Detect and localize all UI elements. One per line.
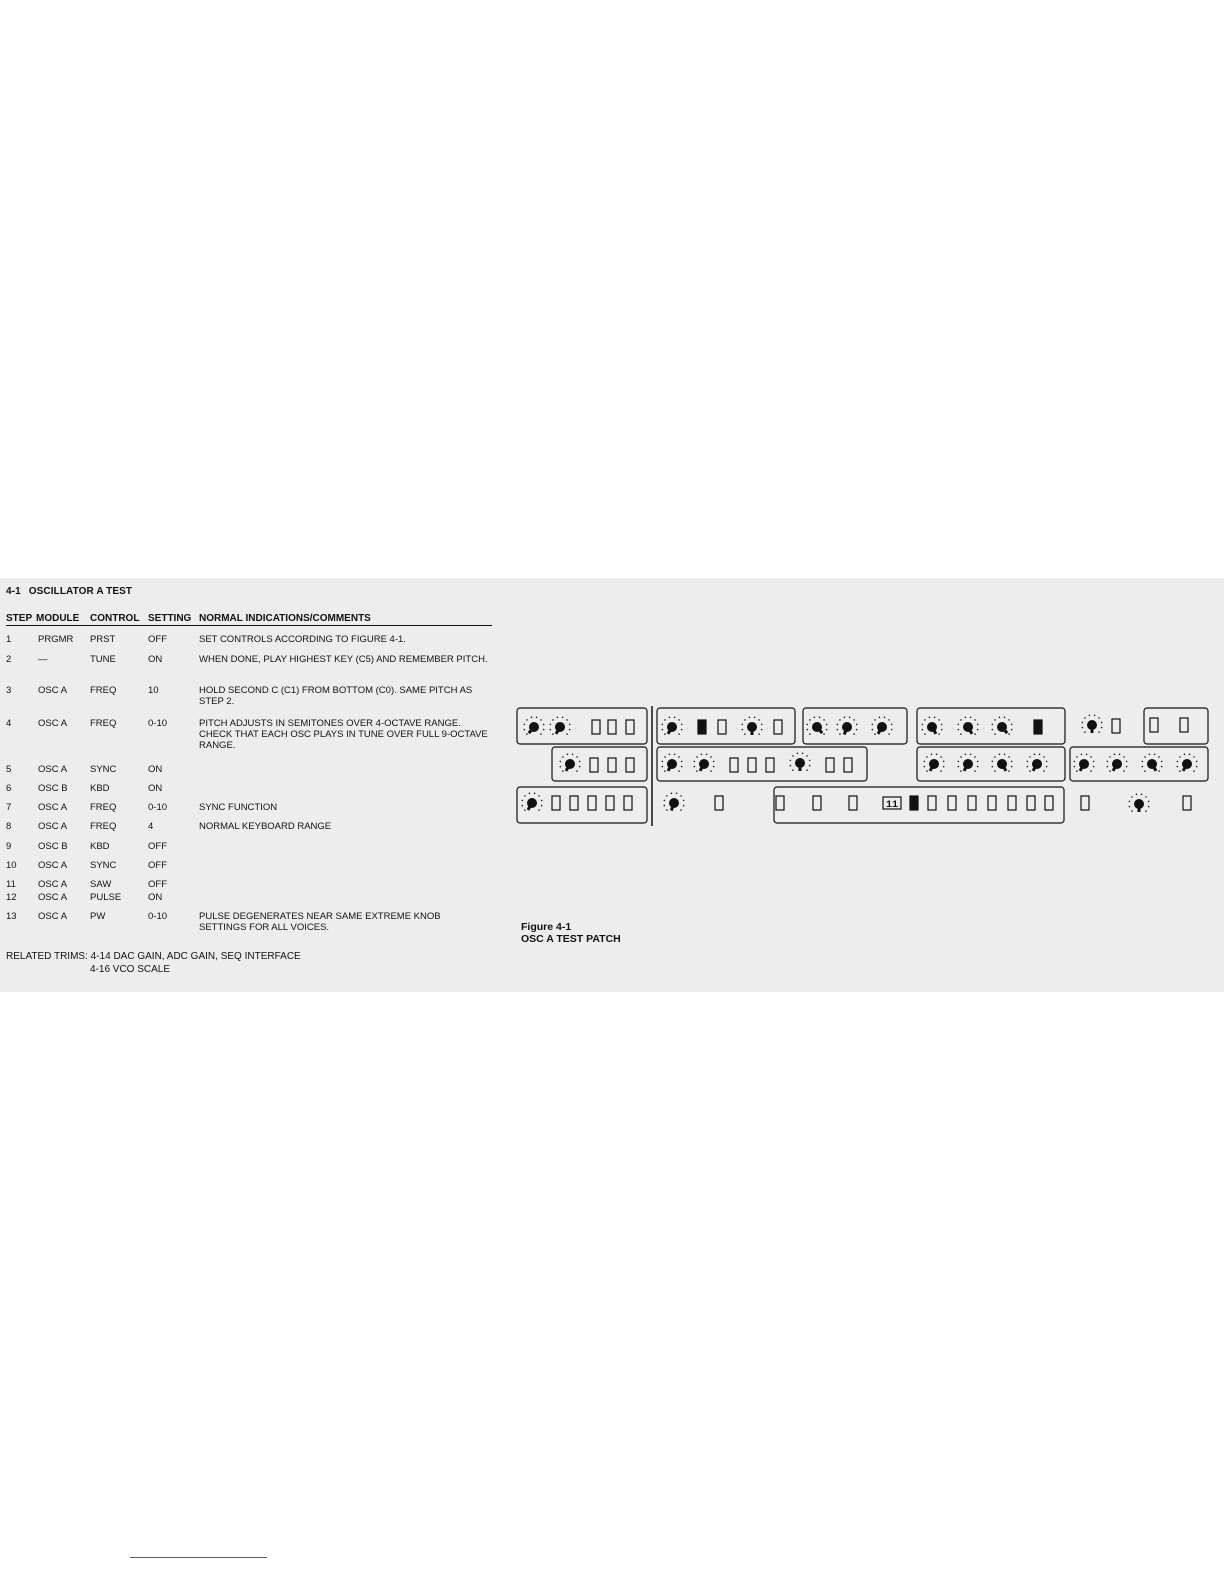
table-row [6, 783, 496, 795]
cell-module: OSC B [38, 783, 68, 794]
cell-control: PW [90, 911, 106, 922]
switch-icon [730, 758, 738, 772]
cell-control: FREQ [90, 802, 117, 813]
figure-title: OSC A TEST PATCH [521, 933, 621, 945]
related-trims-line-1: 4-14 DAC GAIN, ADC GAIN, SEQ INTERFACE [90, 951, 301, 962]
switch-icon [1081, 796, 1089, 810]
header-control: CONTROL [90, 613, 140, 624]
cell-module: PRGMR [38, 634, 74, 645]
switch-icon [1045, 796, 1053, 810]
knob-icon [992, 754, 1013, 772]
knob-icon [1129, 794, 1150, 812]
knob-icon [662, 717, 683, 735]
cell-control: SYNC [90, 764, 117, 775]
cell-module: OSC A [38, 764, 68, 775]
switch-icon [813, 796, 821, 810]
table-row [6, 841, 496, 853]
cell-control: FREQ [90, 718, 117, 729]
cell-module: OSC B [38, 841, 68, 852]
table-header [6, 613, 492, 626]
cell-module: OSC A [38, 892, 68, 903]
cell-setting: 4 [148, 821, 154, 832]
table-row [6, 892, 496, 904]
section-heading [6, 586, 496, 597]
cell-step: 7 [6, 802, 12, 813]
cell-module: OSC A [38, 911, 68, 922]
cell-module: OSC A [38, 802, 68, 813]
knob-icon [1142, 754, 1163, 772]
table-row [6, 685, 496, 707]
cell-setting: ON [148, 654, 163, 665]
table-row [6, 879, 496, 891]
knob-icon [992, 717, 1013, 735]
cell-control: KBD [90, 783, 110, 794]
switch-icon [570, 796, 578, 810]
cell-setting: 0-10 [148, 718, 168, 729]
knob-icon [522, 793, 543, 811]
knob-icon [958, 754, 979, 772]
table-row [6, 654, 496, 666]
cell-comment: NORMAL KEYBOARD RANGE [199, 821, 332, 832]
switch-icon [1183, 796, 1191, 810]
cell-step: 2 [6, 654, 12, 665]
switch-icon [1008, 796, 1016, 810]
cell-step: 4 [6, 718, 12, 729]
cell-control: SYNC [90, 860, 117, 871]
knob-icon [524, 717, 545, 735]
switch-icon [1112, 719, 1120, 733]
section-title: OSCILLATOR A TEST [28, 586, 133, 597]
header-step: STEP [6, 613, 33, 624]
module-frame-cassette [1144, 708, 1208, 744]
switch-icon [1150, 718, 1158, 732]
cell-comment: WHEN DONE, PLAY HIGHEST KEY (C5) AND REMEMBER PITCH. [199, 654, 488, 665]
module-frame-programmer [774, 787, 1064, 823]
knob-icon [550, 717, 571, 735]
cell-step: 6 [6, 783, 12, 794]
knob-icon [1082, 715, 1103, 733]
related-trims [6, 950, 496, 976]
cell-setting: ON [148, 783, 163, 794]
switch-icon [844, 758, 852, 772]
table-row [6, 821, 496, 833]
switch-icon [698, 720, 706, 734]
knob-icon [837, 717, 858, 735]
display-value: 11 [885, 800, 899, 811]
switch-icon [588, 796, 596, 810]
related-trims-line-2: 4-16 VCO SCALE [90, 964, 171, 975]
header-module: MODULE [36, 613, 80, 624]
table-row [6, 802, 496, 814]
switch-group [552, 718, 1191, 810]
cell-step: 1 [6, 634, 12, 645]
cell-setting: OFF [148, 860, 167, 871]
switch-icon [774, 720, 782, 734]
program-display [883, 797, 901, 811]
switch-icon [718, 720, 726, 734]
switch-icon [1034, 720, 1042, 734]
knob-icon [694, 754, 715, 772]
knob-icon [560, 754, 581, 772]
cell-comment: HOLD SECOND C (C1) FROM BOTTOM (C0). SAME PITCH AS STEP 2. [199, 685, 473, 707]
cell-step: 5 [6, 764, 12, 775]
cell-control: FREQ [90, 685, 117, 696]
knob-icon [664, 793, 685, 811]
knob-icon [1177, 754, 1198, 772]
switch-icon [552, 796, 560, 810]
cell-setting: OFF [148, 879, 167, 890]
knob-icon [1074, 754, 1095, 772]
knob-icon [790, 753, 811, 771]
switch-icon [626, 720, 634, 734]
cell-module: OSC A [38, 860, 68, 871]
table-row [6, 718, 496, 751]
cell-setting: OFF [148, 841, 167, 852]
switch-icon [928, 796, 936, 810]
cell-setting: 0-10 [148, 911, 168, 922]
oscillator-test-sheet [6, 586, 496, 975]
knob-icon [742, 717, 763, 735]
cell-module: OSC A [38, 718, 68, 729]
table-row [6, 860, 496, 872]
module-frame-osc-b [657, 747, 867, 781]
switch-icon [624, 796, 632, 810]
knob-icon [1027, 754, 1048, 772]
cell-control: KBD [90, 841, 110, 852]
knob-icon [958, 717, 979, 735]
cell-setting: ON [148, 892, 163, 903]
cell-setting: 0-10 [148, 802, 168, 813]
knob-icon [1107, 754, 1128, 772]
cell-step: 9 [6, 841, 12, 852]
switch-icon [608, 758, 616, 772]
cell-comment: SET CONTROLS ACCORDING TO FIGURE 4-1. [199, 634, 406, 645]
switch-icon [826, 758, 834, 772]
cell-module: OSC A [38, 879, 68, 890]
cell-module: — [38, 654, 48, 665]
panel-drawing [512, 700, 1212, 830]
cell-step: 3 [6, 685, 12, 696]
switch-icon [776, 796, 784, 810]
cell-setting: 10 [148, 685, 159, 696]
related-trims-label: RELATED TRIMS: [6, 951, 88, 962]
cell-control: PULSE [90, 892, 122, 903]
cell-step: 12 [6, 892, 17, 903]
cell-step: 10 [6, 860, 17, 871]
switch-icon [910, 796, 918, 810]
header-setting: SETTING [148, 613, 192, 624]
switch-icon [592, 720, 600, 734]
table-row [6, 911, 496, 933]
cell-setting: ON [148, 764, 163, 775]
switch-icon [1027, 796, 1035, 810]
section-number: 4-1 [6, 586, 21, 597]
switch-icon [766, 758, 774, 772]
knob-group [522, 715, 1198, 812]
cell-control: FREQ [90, 821, 117, 832]
knob-icon [924, 754, 945, 772]
switch-icon [748, 758, 756, 772]
table-row [6, 634, 496, 646]
cell-step: 13 [6, 911, 17, 922]
test-patch-panel-figure [512, 700, 1212, 830]
figure-caption [521, 921, 621, 945]
switch-icon [626, 758, 634, 772]
cell-control: PRST [90, 634, 116, 645]
cell-setting: OFF [148, 634, 167, 645]
module-frame-filter [917, 708, 1065, 744]
switch-icon [948, 796, 956, 810]
switch-icon [988, 796, 996, 810]
blue-rule [130, 1557, 267, 1558]
module-frame-filter-env [917, 747, 1065, 781]
cell-control: SAW [90, 879, 112, 890]
cell-comment: SYNC FUNCTION [199, 802, 278, 813]
switch-icon [608, 720, 616, 734]
knob-icon [872, 717, 893, 735]
cell-comment: PITCH ADJUSTS IN SEMITONES OVER 4-OCTAVE RANGE. CHECK THAT EACH OSC PLAYS IN TUNE OVER FULL 9-OCTAVE RANGE. [199, 718, 488, 751]
knob-icon [662, 754, 683, 772]
header-comments: NORMAL INDICATIONS/COMMENTS [199, 613, 371, 624]
switch-icon [715, 796, 723, 810]
cell-comment: PULSE DEGENERATES NEAR SAME EXTREME KNOB SETTINGS FOR ALL VOICES. [199, 911, 441, 933]
cell-module: OSC A [38, 821, 68, 832]
switch-icon [590, 758, 598, 772]
switch-icon [1180, 718, 1188, 732]
table-row [6, 764, 496, 776]
switch-icon [968, 796, 976, 810]
switch-icon [849, 796, 857, 810]
figure-label: Figure 4-1 [521, 921, 572, 933]
cell-module: OSC A [38, 685, 68, 696]
switch-icon [606, 796, 614, 810]
cell-step: 8 [6, 821, 12, 832]
cell-step: 11 [6, 879, 16, 890]
knob-icon [922, 717, 943, 735]
cell-control: TUNE [90, 654, 116, 665]
knob-icon [807, 717, 828, 735]
